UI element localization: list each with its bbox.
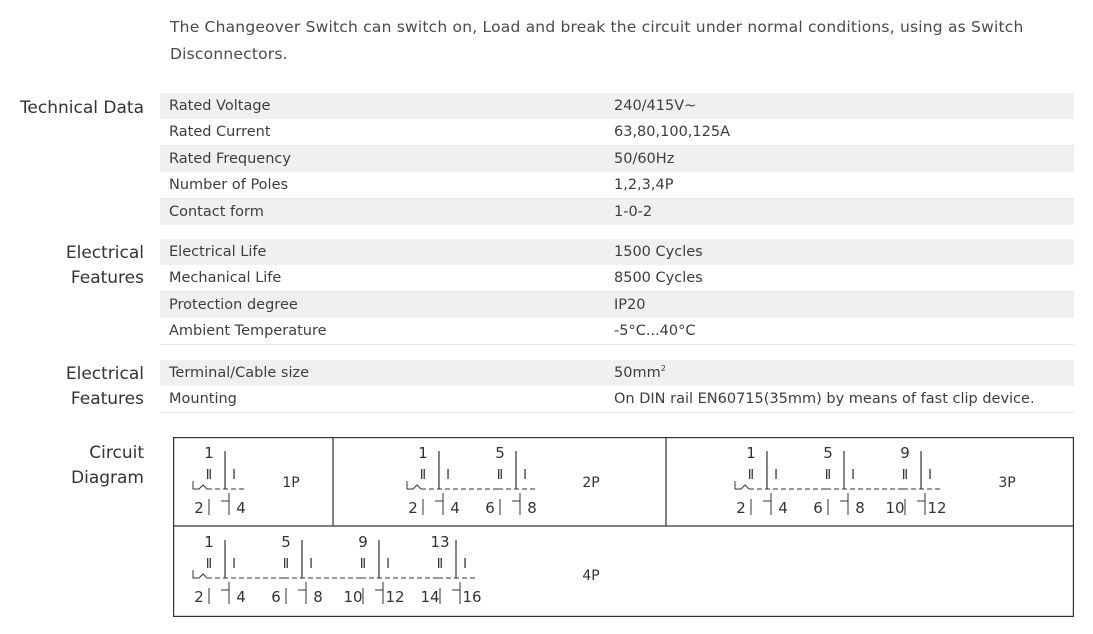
pole-label: 3P <box>998 475 1016 491</box>
circuit-diagram-svg <box>173 437 1074 617</box>
section-label-line: Diagram <box>71 468 144 488</box>
position-mark-ii: Ⅱ <box>901 468 909 483</box>
table-row <box>160 146 1074 173</box>
technical-data-table <box>160 93 1074 226</box>
terminal-label-top: 9 <box>358 533 368 551</box>
section-label-line: Features <box>70 268 144 288</box>
position-mark-i: I <box>386 557 390 572</box>
row-key: Terminal/Cable size <box>169 364 310 381</box>
terminal-label-bottom: 6 <box>485 499 495 517</box>
section-label-line: Technical Data <box>19 98 144 118</box>
switch-diagram-1p <box>193 444 300 517</box>
terminal-label-top: 1 <box>746 444 756 462</box>
row-key: Rated Frequency <box>169 150 291 167</box>
table-row <box>160 319 1074 346</box>
row-value: 1500 Cycles <box>614 243 703 260</box>
row-value: 63,80,100,125A <box>614 124 730 141</box>
section-label-electrical-features-2 <box>66 362 144 412</box>
row-value: 1,2,3,4P <box>614 177 674 194</box>
section-label-line: Circuit <box>89 443 144 463</box>
terminal-label-bottom: 4 <box>236 499 246 517</box>
row-value: 50/60Hz <box>614 150 675 167</box>
switch-diagram-2p <box>407 444 600 517</box>
intro-paragraph: The Changeover Switch can switch on, Load and break the circuit under normal conditions, using as Switch Disconnectors. <box>170 18 1024 63</box>
row-key: Mounting <box>169 391 237 408</box>
terminal-label-bottom: 4 <box>236 588 246 606</box>
table-row <box>160 387 1074 414</box>
position-mark-ii: Ⅱ <box>205 468 213 483</box>
position-mark-i: I <box>232 468 236 483</box>
position-mark-i: I <box>774 468 778 483</box>
terminal-label-bottom: 6 <box>813 499 823 517</box>
row-key: Rated Voltage <box>169 97 271 114</box>
mounting-table <box>160 360 1074 413</box>
terminal-label-bottom: 4 <box>778 499 788 517</box>
switch-diagram-3p <box>735 444 1016 517</box>
contact-line-i <box>917 493 925 515</box>
row-key: Mechanical Life <box>169 270 282 287</box>
switch-diagram-4p <box>193 533 600 606</box>
table-row <box>160 199 1074 226</box>
pole-label: 1P <box>282 475 300 491</box>
terminal-label-bottom: 4 <box>450 499 460 517</box>
section-label-technical-data <box>20 96 144 121</box>
row-key: Ambient Temperature <box>169 323 327 340</box>
terminal-label-top: 1 <box>204 533 214 551</box>
terminal-label-top: 1 <box>418 444 428 462</box>
contact-line-i <box>452 582 460 604</box>
pole-label: 4P <box>582 568 600 584</box>
section-label-line: Features <box>70 389 144 409</box>
section-label-line: Electrical <box>65 364 144 384</box>
circuit-diagram <box>173 437 1074 617</box>
row-value: -5°C...40°C <box>614 323 696 340</box>
position-mark-i: I <box>928 468 932 483</box>
position-mark-i: I <box>232 557 236 572</box>
position-mark-ii: Ⅱ <box>359 557 367 572</box>
terminal-label-bottom: 8 <box>855 499 865 517</box>
contact-line-i <box>375 582 383 604</box>
table-row <box>160 266 1074 293</box>
terminal-label-bottom: 8 <box>313 588 323 606</box>
position-mark-i: I <box>309 557 313 572</box>
table-row <box>160 360 1074 387</box>
terminal-label-bottom: 10 <box>343 588 363 606</box>
terminal-label-top: 5 <box>281 533 291 551</box>
position-mark-ii: Ⅱ <box>824 468 832 483</box>
row-key: Contact form <box>169 203 264 220</box>
position-mark-ii: Ⅱ <box>436 557 444 572</box>
section-label-line: Electrical <box>65 243 144 263</box>
terminal-label-top: 9 <box>900 444 910 462</box>
terminal-label-bottom: 8 <box>527 499 537 517</box>
terminal-label-top: 1 <box>204 444 214 462</box>
circuit-grid <box>173 437 1074 616</box>
table-row <box>160 93 1074 120</box>
electrical-features-table <box>160 239 1074 345</box>
terminal-label-bottom: 12 <box>927 499 947 517</box>
contact-line-i <box>221 582 229 604</box>
terminal-label-bottom: 2 <box>736 499 746 517</box>
position-mark-i: I <box>446 468 450 483</box>
position-mark-i: I <box>463 557 467 572</box>
row-value: 240/415V~ <box>614 97 697 114</box>
position-mark-ii: Ⅱ <box>419 468 427 483</box>
row-value: 1-0-2 <box>614 203 653 220</box>
table-row <box>160 292 1074 319</box>
contact-line-i <box>763 493 771 515</box>
contact-line-i <box>512 493 520 515</box>
pole-label: 2P <box>582 475 600 491</box>
row-value-text: 50mm <box>614 365 661 382</box>
row-value: IP20 <box>614 296 646 313</box>
contact-line-i <box>298 582 306 604</box>
row-key: Number of Poles <box>169 177 289 194</box>
position-mark-i: I <box>523 468 527 483</box>
row-value: On DIN rail EN60715(35mm) by means of fast clip device. <box>614 391 1035 408</box>
contact-line-i <box>840 493 848 515</box>
terminal-label-bottom: 10 <box>885 499 905 517</box>
superscript: 2 <box>660 364 666 374</box>
section-label-electrical-features <box>66 241 144 291</box>
terminal-label-bottom: 2 <box>194 499 204 517</box>
terminal-label-bottom: 12 <box>385 588 405 606</box>
terminal-label-bottom: 16 <box>462 588 482 606</box>
row-key: Electrical Life <box>169 243 267 260</box>
position-mark-ii: Ⅱ <box>747 468 755 483</box>
terminal-label-top: 5 <box>495 444 505 462</box>
table-row <box>160 120 1074 147</box>
terminal-label-bottom: 2 <box>194 588 204 606</box>
contact-line-i <box>221 493 229 515</box>
section-label-circuit-diagram <box>71 441 144 491</box>
terminal-label-top: 5 <box>823 444 833 462</box>
position-mark-ii: Ⅱ <box>282 557 290 572</box>
position-mark-ii: Ⅱ <box>205 557 213 572</box>
table-row <box>160 173 1074 200</box>
row-key: Protection degree <box>169 296 298 313</box>
terminal-label-bottom: 6 <box>271 588 281 606</box>
terminal-label-bottom: 2 <box>408 499 418 517</box>
row-value: 8500 Cycles <box>614 270 703 287</box>
table-row <box>160 239 1074 266</box>
row-key: Rated Current <box>169 124 271 141</box>
row-value <box>605 364 1074 381</box>
terminal-label-top: 13 <box>430 533 450 551</box>
position-mark-ii: Ⅱ <box>496 468 504 483</box>
contact-line-i <box>435 493 443 515</box>
position-mark-i: I <box>851 468 855 483</box>
terminal-label-bottom: 14 <box>420 588 440 606</box>
